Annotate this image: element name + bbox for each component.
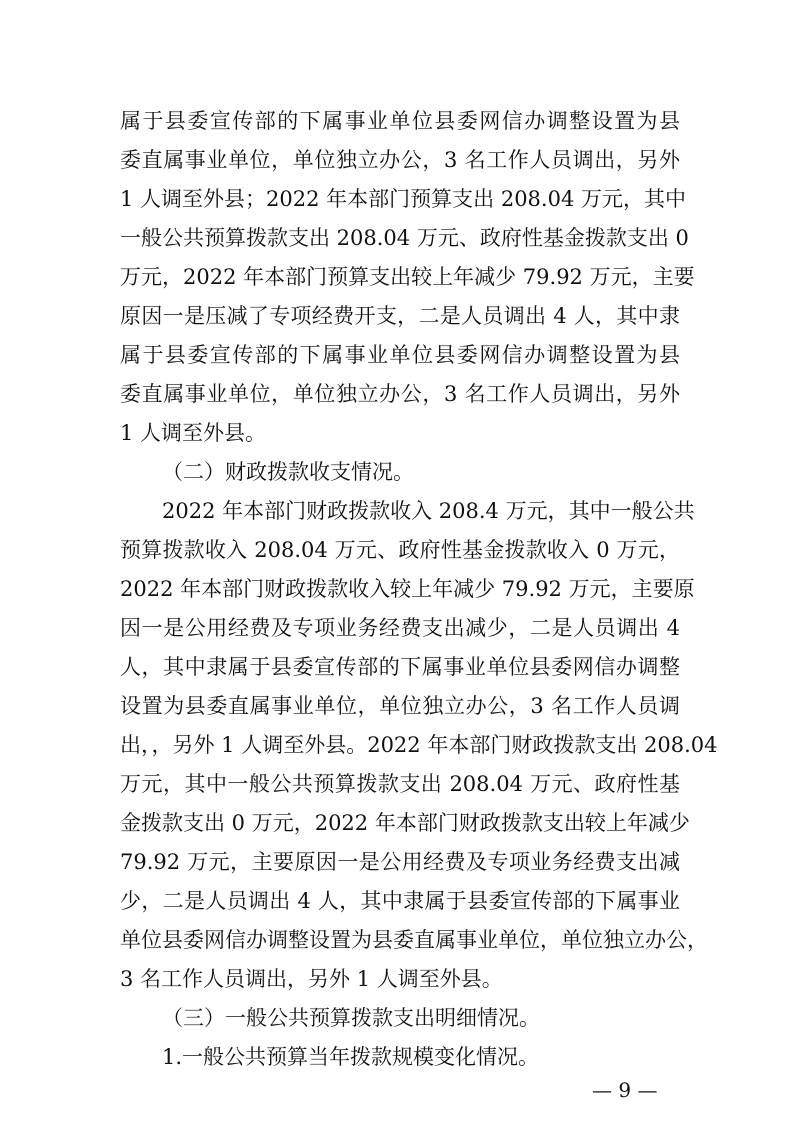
paragraph-line: 单位县委网信办调整设置为县委直属事业单位，单位独立办公， <box>120 928 708 952</box>
paragraph-line: 1 人调至外县。 <box>120 421 267 445</box>
paragraph-line: 属于县委宣传部的下属事业单位县委网信办调整设置为县 <box>120 343 680 367</box>
paragraph-line: 委直属事业单位，单位独立办公，3 名工作人员调出，另外 <box>120 382 680 406</box>
paragraph-line: 万元，其中一般公共预算拨款支出 208.04 万元、政府性基 <box>120 772 680 796</box>
paragraph-line: 属于县委宣传部的下属事业单位县委网信办调整设置为县 <box>120 109 680 133</box>
page-number: — 9 — <box>592 1078 658 1102</box>
paragraph-line: 2022 年本部门财政拨款收入 208.4 万元，其中一般公共 <box>162 499 695 523</box>
sub-heading-1: 1.一般公共预算当年拨款规模变化情况。 <box>162 1045 540 1069</box>
section-heading-2: （二）财政拨款收支情况。 <box>162 460 414 484</box>
paragraph-line: 2022 年本部门财政拨款收入较上年减少 79.92 万元，主要原 <box>120 577 695 601</box>
paragraph-line: 金拨款支出 0 万元，2022 年本部门财政拨款支出较上年减少 <box>120 811 690 835</box>
paragraph-line: 少，二是人员调出 4 人，其中隶属于县委宣传部的下属事业 <box>120 889 680 913</box>
paragraph-line: 79.92 万元，主要原因一是公用经费及专项业务经费支出减 <box>120 850 680 874</box>
paragraph-line: 3 名工作人员调出，另外 1 人调至外县。 <box>120 967 503 991</box>
paragraph-line: 人，其中隶属于县委宣传部的下属事业单位县委网信办调整 <box>120 655 680 679</box>
paragraph-line: 万元，2022 年本部门预算支出较上年减少 79.92 万元，主要 <box>120 265 695 289</box>
paragraph-line: 出，，另外 1 人调至外县。2022 年本部门财政拨款支出 208.04 <box>120 733 718 757</box>
section-heading-3: （三）一般公共预算拨款支出明细情况。 <box>162 1006 540 1030</box>
paragraph-line: 预算拨款收入 208.04 万元、政府性基金拨款收入 0 万元， <box>120 538 680 562</box>
paragraph-line: 设置为县委直属事业单位，单位独立办公，3 名工作人员调 <box>120 694 680 718</box>
paragraph-line: 一般公共预算拨款支出 208.04 万元、政府性基金拨款支出 0 <box>120 226 689 250</box>
paragraph-line: 1 人调至外县；2022 年本部门预算支出 208.04 万元，其中 <box>120 187 686 211</box>
paragraph-line: 原因一是压减了专项经费开支，二是人员调出 4 人，其中隶 <box>120 304 680 328</box>
paragraph-line: 委直属事业单位，单位独立办公，3 名工作人员调出，另外 <box>120 148 680 172</box>
paragraph-line: 因一是公用经费及专项业务经费支出减少，二是人员调出 4 <box>120 616 680 640</box>
